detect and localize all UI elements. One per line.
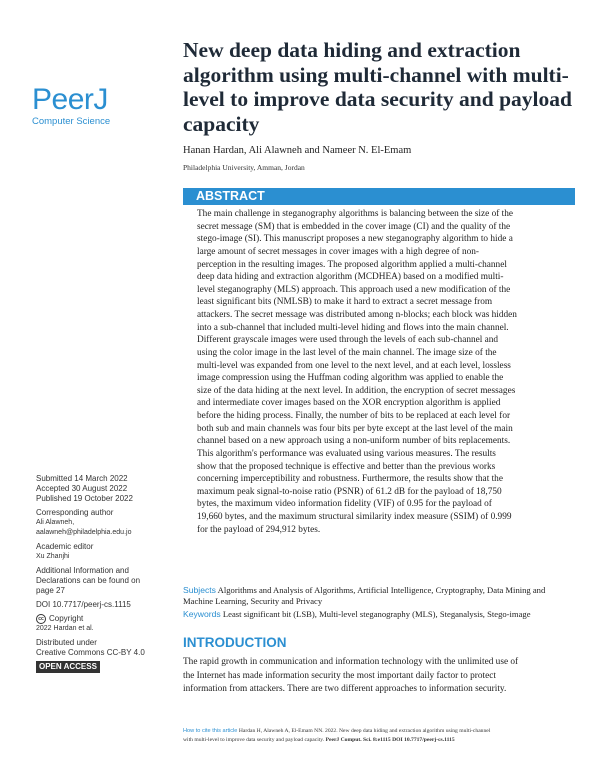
abstract-heading-bar	[183, 188, 575, 205]
abstract-line: large amount of secret messages in cover images with a high degree of non-	[197, 246, 479, 257]
logo-main-text: PeerJ	[32, 83, 108, 116]
abstract-body	[197, 208, 563, 536]
abstract-line: size of the data hiding at the next level. In addition, the encryption of secret messages	[197, 385, 516, 396]
abstract-line: image compression using the Huffman coding algorithm was applied to enable the	[197, 373, 504, 384]
abstract-line: show that the proposed technique is effective and better than the previous works	[197, 461, 496, 472]
copyright-holder: 2022 Hardan et al.	[36, 625, 94, 632]
additional-info-line: Declarations can be found on	[36, 576, 141, 585]
creative-commons-icon: cc	[36, 614, 46, 624]
introduction-body	[183, 656, 579, 697]
subjects-text: Algorithms and Analysis of Algorithms, Artificial Intelligence, Cryptography, Data Mining and Machine Learning, Security and Privacy	[183, 585, 546, 606]
abstract-line: attackers. The secret message was distributed among n-blocks; each block was hidden	[197, 310, 517, 320]
abstract-line: 19,660 bytes, and the maximum structural similarity index measure (SSIM) of 0.999	[197, 512, 512, 522]
citation-doi[interactable]: DOI 10.7717/peerj-cs.1115	[392, 737, 455, 743]
citation-journal: PeerJ Comput. Sci. 8:e1115	[325, 737, 391, 743]
journal-logo	[32, 83, 164, 127]
submitted-date: Submitted 14 March 2022	[36, 474, 128, 483]
abstract-line: into a sub-channel that included multi-level hiding and flows into the main channel.	[197, 322, 509, 333]
additional-info-line: Additional Information and	[36, 566, 129, 575]
abstract-heading: ABSTRACT	[196, 189, 265, 203]
introduction-line: information from attackers. There are two different approaches to information security.	[183, 684, 507, 694]
abstract-line: Different grayscale images were used through the levels of each sub-channel and	[197, 335, 499, 346]
abstract-line: before the hiding process. Finally, the number of bits to be replaced at each level for	[197, 411, 511, 421]
abstract-line: stego-image (SI). This manuscript proposes a new steganography algorithm to hide a	[197, 234, 513, 245]
article-title: New deep data hiding and extraction algorithm using multi-channel with multi-level to improve data security and payload capacity	[183, 38, 572, 136]
keywords	[183, 609, 575, 620]
corresponding-author-label: Corresponding author	[36, 508, 114, 517]
abstract-line: secret message (SM) that is embedded in the cover image (CI) and the quality of the	[197, 221, 511, 232]
doi-link[interactable]: DOI 10.7717/peerj-cs.1115	[36, 600, 131, 609]
abstract-line: maximum peak signal-to-noise ratio (PSNR) of 61.2 dB for the payload of 18,750	[197, 486, 502, 497]
published-date: Published 19 October 2022	[36, 494, 133, 503]
abstract-line: level steganography (MLS) approach. This approach used a new modification of the	[197, 284, 511, 295]
introduction-line: the Internet has made information security the most important daily factor to protect	[183, 670, 496, 681]
corresponding-author-name: Ali Alawneh,	[36, 519, 75, 526]
abstract-line: channel based on a new approach using a non-uniform number of bits replacements.	[197, 436, 511, 447]
copyright-label: Copyright	[49, 614, 84, 623]
accepted-date: Accepted 30 August 2022	[36, 484, 128, 493]
article-info-sidebar	[36, 474, 176, 673]
keywords-label: Keywords	[183, 609, 221, 619]
introduction-line: The rapid growth in communication and information technology with the unlimited use of	[183, 657, 519, 667]
citation-text: Hardan H, Alawneh A, El-Emam NN. 2022. New deep data hiding and extraction algorithm using multi-channel	[238, 728, 491, 734]
citation-text: with multi-level to improve data security and payload capacity.	[183, 737, 325, 743]
abstract-line: perception in the resulting images. The proposed algorithm applied a multi-channel	[197, 259, 507, 270]
subjects-label: Subjects	[183, 585, 216, 595]
authors: Hanan Hardan, Ali Alawneh and Nameer N. El-Emam	[183, 145, 412, 156]
introduction-heading: INTRODUCTION	[183, 635, 287, 650]
logo-subtitle: Computer Science	[32, 116, 111, 127]
abstract-line: The main challenge in steganography algorithms is balancing between the size of the	[197, 209, 513, 219]
subjects	[183, 585, 575, 607]
citation-footer	[183, 727, 575, 745]
open-access-badge: OPEN ACCESS	[36, 661, 100, 673]
abstract-line: least significant bits (NMLSB) to make it hard to extract a secret message from	[197, 297, 493, 308]
academic-editor-label: Academic editor	[36, 542, 94, 551]
academic-editor-name: Xu Zhanjhi	[36, 553, 70, 560]
affiliation: Philadelphia University, Amman, Jordan	[183, 163, 305, 172]
license-line: Distributed under	[36, 638, 97, 647]
abstract-line: both sub and main channels was four bits per byte except at the last level of the main	[197, 423, 513, 434]
abstract-line: multi-level was expanded from one level to the next level, and at each level, lossless	[197, 360, 511, 371]
abstract-line: and intermediate cover images based on the XOR encryption algorithm is applied	[197, 398, 501, 409]
abstract-line: This algorithm's performance was evaluated using various measures. The results	[197, 448, 496, 459]
abstract-line: using the color image in the last level of the main channel. The image size of the	[197, 347, 497, 358]
keywords-text: Least significant bit (LSB), Multi-level steganography (MLS), Steganalysis, Stego-image	[222, 609, 531, 619]
abstract-line: for the payload of 294,912 bytes.	[197, 524, 321, 535]
abstract-line: concerning imperceptibility and robustness. Furthermore, the results show that the	[197, 474, 503, 485]
abstract-line: bytes, the maximum video information fidelity (VIF) of 0.95 for the payload of	[197, 499, 492, 510]
license-line: Creative Commons CC-BY 4.0	[36, 648, 145, 657]
copyright-line	[36, 614, 176, 624]
additional-info-line: page 27	[36, 586, 65, 595]
abstract-line: deep data hiding and extraction algorithm (MCDHEA) based on a modified multi-	[197, 272, 504, 283]
corresponding-author-email[interactable]: aalawneh@philadelphia.edu.jo	[36, 529, 132, 536]
citation-label: How to cite this article	[183, 728, 238, 734]
